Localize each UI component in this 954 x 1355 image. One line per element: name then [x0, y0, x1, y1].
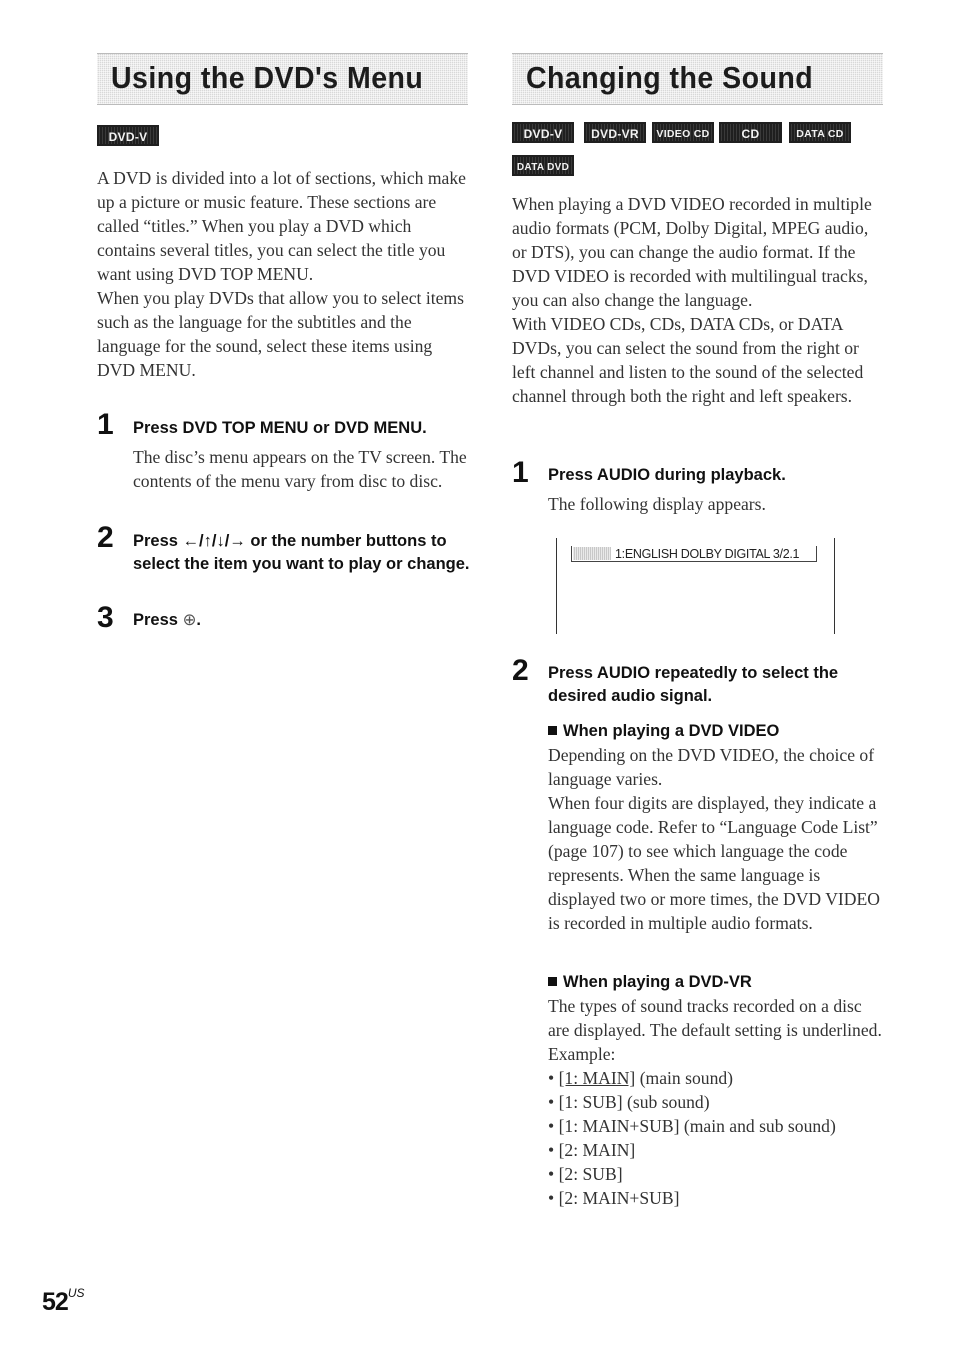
badge-dvd-vr: DVD-VR	[584, 122, 646, 143]
badge-dvd-v: DVD-V	[512, 122, 574, 143]
step-3-suffix: .	[196, 611, 201, 629]
step-2-title: Press ←/↑/↓/→ or the number buttons to select the item you want to play or change.	[133, 532, 470, 573]
list-item: • [2: MAIN]	[548, 1140, 636, 1160]
track-code: [2: SUB]	[558, 1164, 623, 1184]
badge-video-cd: VIDEO CD	[652, 122, 714, 143]
dolby-digital-icon	[573, 547, 611, 560]
right-intro-paragraph-2: With VIDEO CDs, CDs, DATA CDs, or DATA DVDs, you can select the sound from the right or left channel and listen to the sound of the selected channel through both the right and left speakers.	[512, 314, 864, 406]
audio-readout	[571, 546, 817, 562]
badge-dvd-v: DVD-V	[97, 125, 159, 146]
right-section-banner	[512, 53, 883, 105]
dvd-video-paragraph-2: When four digits are displayed, they indicate a language code. Refer to “Language Code List” (page 107) to see which language the code represents. When the same language is displayed two or more times, the DVD VIDEO is recorded in multiple audio formats.	[548, 793, 880, 933]
left-intro-paragraph-1: A DVD is divided into a lot of sections, which make up a picture or music feature. These sections are called “titles.” When you play a DVD which contains several titles, you can select the title you want using DVD TOP MENU.	[97, 168, 466, 284]
right-intro-paragraph-1: When playing a DVD VIDEO recorded in multiple audio formats (PCM, Dolby Digital, MPEG audio, or DTS), you can change the audio format. If the DVD VIDEO is recorded with multilingual tracks, you can also change the language.	[512, 194, 872, 310]
audio-display-screen	[556, 538, 835, 634]
step-2-number: 2	[97, 521, 114, 554]
badge-data-dvd: DATA DVD	[512, 155, 574, 176]
dvd-video-text	[548, 743, 883, 935]
right-step-2-number: 2	[512, 654, 529, 687]
list-item: • [1: SUB] (sub sound)	[548, 1092, 710, 1112]
page-number	[42, 1288, 84, 1317]
track-code: [1: MAIN+SUB]	[558, 1116, 680, 1136]
right-section-title: Changing the Sound	[526, 60, 814, 95]
track-code: [1: SUB]	[558, 1092, 623, 1112]
track-desc: (sub sound)	[627, 1092, 710, 1112]
step-3-title	[133, 609, 473, 632]
step-1-body: The disc’s menu appears on the TV screen. The contents of the menu vary from disc to disc.	[133, 447, 467, 491]
left-section-title: Using the DVD's Menu	[111, 60, 424, 95]
dvd-vr-heading-text: When playing a DVD-VR	[563, 973, 752, 991]
track-code: [2: MAIN]	[558, 1140, 636, 1160]
step-1-number: 1	[97, 408, 114, 441]
sound-track-list	[548, 1066, 883, 1210]
right-step-2-title: Press AUDIO repeatedly to select the desired audio signal.	[548, 664, 839, 705]
left-section-banner	[97, 53, 468, 105]
dvd-vr-paragraph: The types of sound tracks recorded on a disc are displayed. The default setting is underlined.	[548, 996, 882, 1040]
right-intro	[512, 192, 884, 408]
track-desc: (main sound)	[639, 1068, 734, 1088]
step-1-title: Press DVD TOP MENU or DVD MENU.	[133, 419, 427, 437]
dvd-vr-heading	[548, 971, 878, 993]
dvd-video-heading	[548, 720, 878, 742]
right-step-1-body: The following display appears.	[548, 494, 766, 514]
right-step-1-number: 1	[512, 456, 529, 489]
dvd-video-heading-text: When playing a DVD VIDEO	[563, 722, 780, 740]
badge-data-cd: DATA CD	[789, 122, 851, 143]
right-step-1-title: Press AUDIO during playback.	[548, 466, 786, 484]
track-desc: (main and sub sound)	[683, 1116, 836, 1136]
list-item: • [1: MAIN+SUB] (main and sub sound)	[548, 1116, 836, 1136]
dvd-video-paragraph-1: Depending on the DVD VIDEO, the choice of language varies.	[548, 745, 875, 789]
list-item: • [1: MAIN] (main sound)	[548, 1068, 734, 1088]
square-bullet-icon	[548, 726, 557, 735]
left-intro	[97, 166, 467, 382]
list-item: • [2: SUB]	[548, 1164, 623, 1184]
square-bullet-icon	[548, 977, 557, 986]
step-3-number: 3	[97, 601, 114, 634]
track-code: [2: MAIN+SUB]	[558, 1188, 680, 1208]
enter-button-icon: ⊕	[182, 611, 197, 629]
audio-readout-text: 1:ENGLISH DOLBY DIGITAL 3/2.1	[615, 547, 800, 561]
left-intro-paragraph-2: When you play DVDs that allow you to select items such as the language for the subtitles and the language for the sound, select these items using DVD MENU.	[97, 288, 464, 380]
badge-cd: CD	[719, 122, 782, 143]
track-code: [1: MAIN]	[558, 1068, 636, 1088]
page-number-value: 52	[42, 1288, 68, 1316]
list-item: • [2: MAIN+SUB]	[548, 1188, 680, 1208]
dvd-vr-text	[548, 994, 883, 1210]
example-label: Example:	[548, 1044, 616, 1064]
step-3-label: Press	[133, 611, 178, 629]
page-number-suffix: US	[67, 1286, 85, 1300]
